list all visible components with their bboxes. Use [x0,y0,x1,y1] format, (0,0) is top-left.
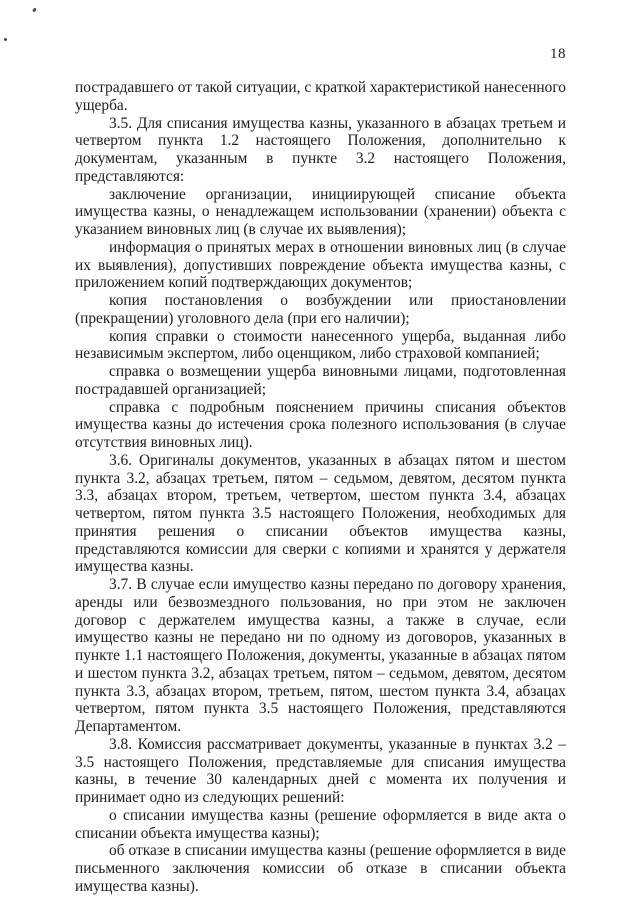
paragraph-list-item: копия постановления о возбуждении или приостановлении (прекращении) уголовного дела (при его наличии); [75,292,566,327]
paragraph-continuation: пострадавшего от такой ситуации, с краткой характеристикой нанесенного ущерба. [75,79,566,114]
page-number: 18 [550,46,566,62]
paragraph-list-item: заключение организации, инициирующей списание объекта имущества казны, о ненадлежащем использовании (хранении) объекта с указанием виновных лиц (в случае их выявления); [75,185,566,238]
paragraph-list-item: об отказе в списании имущества казны (решение оформляется в виде письменного заключения комиссии об отказе в списании объекта имущества казны). [75,842,566,895]
paragraph-3-8: 3.8. Комиссия рассматривает документы, указанные в пунктах 3.2 – 3.5 настоящего Положения, представляемые для списания имущества казны, в течение 30 календарных дней с момента их получения и принимает одно из следующих решений: [75,735,566,806]
paragraph-3-6: 3.6. Оригиналы документов, указанных в абзацах пятом и шестом пункта 3.2, абзацах третьем, пятом – седьмом, девятом, десятом пункта 3.3, абзацах втором, третьем, четвертом, шестом пункта 3.4, абзацах четвертом, пятом пункта 3.5 настоящего Положения, необходимых для принятия решения о списании объектов имущества казны, представляются комиссии для сверки с копиями и хранятся у держателя имущества казны. [75,451,566,576]
paragraph-3-7: 3.7. В случае если имущество казны передано по договору хранения, аренды или безвозмездного пользования, но при этом не заключен договор с держателем имущества казны, а также в случае, если имущество казны не передано ни по одному из договоров, указанных в пункте 1.1 настоящего Положения, документы, указанные в абзацах пятом и шестом пункта 3.2, абзацах третьем, пятом – седьмом, девятом, десятом пункта 3.3, абзацах втором, третьем, пятом, шестом пункта 3.4, абзацах четвертом, пятом пункта 3.5 настоящего Положения, представляются Департаментом. [75,576,566,735]
scan-artifact [32,8,37,13]
paragraph-list-item: информация о принятых мерах в отношении виновных лиц (в случае их выявления), допустивших повреждение объекта имущества казны, с приложением копий подтверждающих документов; [75,238,566,292]
scan-artifact [4,38,7,41]
paragraph-list-item: справка о возмещении ущерба виновными лицами, подготовленная пострадавшей организацией; [75,363,566,398]
paragraph-3-5: 3.5. Для списания имущества казны, указанного в абзацах третьем и четвертом пункта 1.2 настоящего Положения, дополнительно к документам, указанным в пункте 3.2 настоящего Положения, представляются: [75,114,566,185]
paragraph-list-item: справка с подробным пояснением причины списания объектов имущества казны до истечения срока полезного использования (в случае отсутствия виновных лиц). [75,398,566,451]
document-body [75,79,566,896]
paragraph-list-item: копия справки о стоимости нанесенного ущерба, выданная либо независимым экспертом, либо оценщиком, либо страховой компанией; [75,327,566,363]
paragraph-list-item: о списании имущества казны (решение оформляется в виде акта о списании объекта имущества казны); [75,806,566,842]
